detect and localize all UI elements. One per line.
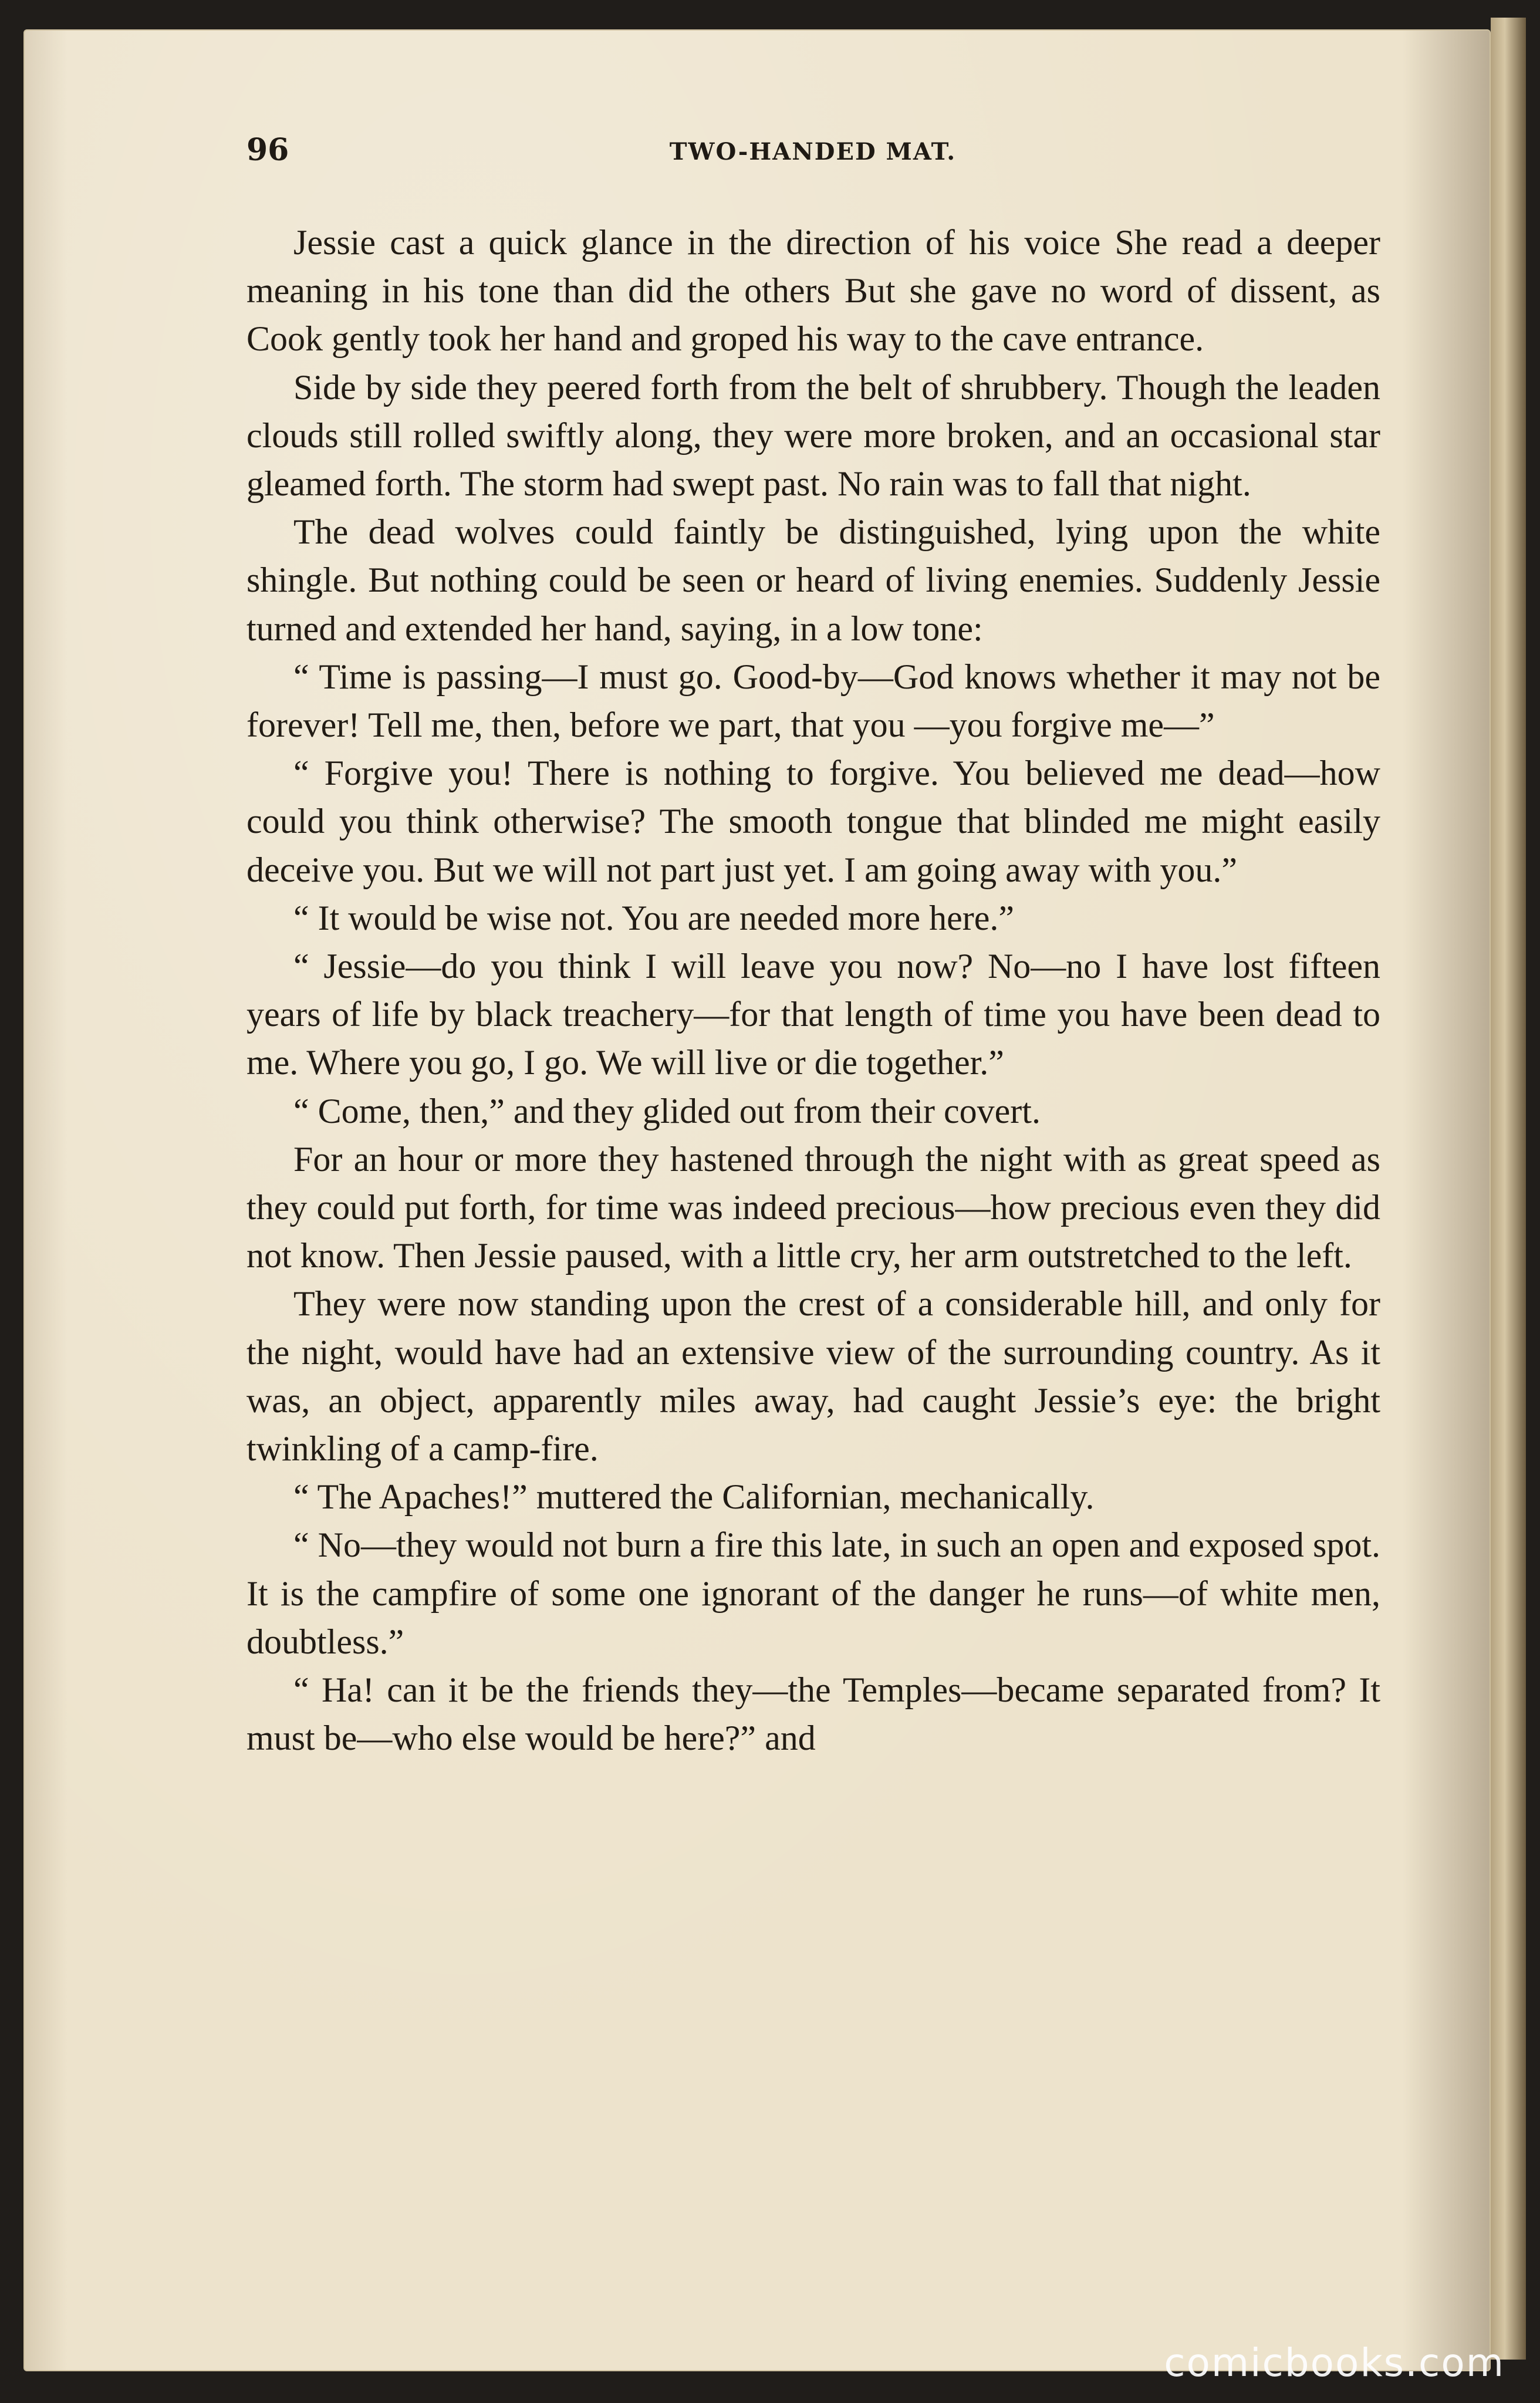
paragraph: “ Forgive you! There is nothing to forgive. You believed me dead—how could you think otherwise? The smooth tongue that blinded me might easily deceive you. But we will not part just yet. I am going away with you.” [246,754,1380,889]
site-watermark: comicbooks.com [1164,2340,1505,2385]
page-edge [1491,18,1526,2360]
paragraph: “ No—they would not burn a fire this late, in such an open and exposed spot. It is the campfire of some one ignorant of the danger he runs—of white men, doubtless.” [246,1526,1380,1661]
paragraph: “ Come, then,” and they glided out from their covert. [293,1091,1041,1130]
paragraph: For an hour or more they hastened through the night with as great speed as they could put forth, for time was indeed precious—how precious even they did not know. Then Jessie paused, with a little cry, her arm outstretched to the left. [246,1139,1380,1275]
body-text [246,218,1380,1763]
paragraph: “ The Apaches!” muttered the Californian, mechanically. [293,1477,1095,1517]
paragraph: “ Time is passing—I must go. Good-by—God knows whether it may not be forever! Tell me, then, before we part, that you —you forgive me—” [246,657,1380,745]
paragraph: “ Jessie—do you think I will leave you now? No—no I have lost fifteen years of life by black treachery—for that length of time you have been dead to me. Where you go, I go. We will live or die together.” [246,947,1380,1082]
paragraph: The dead wolves could faintly be distinguished, lying upon the white shingle. But nothing could be seen or heard of living enemies. Suddenly Jessie turned and extended her hand, saying, in a low tone: [246,512,1380,648]
page-header [246,132,1379,173]
paragraph: Jessie cast a quick glance in the direction of his voice She read a deeper meaning in his tone than did the others But she gave no word of dissent, as Cook gently took her hand and groped his way to the cave entrance. [246,223,1380,359]
page-number: 96 [246,132,289,168]
paragraph: “ Ha! can it be the friends they—the Temples—became separated from? It must be—who else would be here?” and [246,1670,1380,1758]
paragraph: Side by side they peered forth from the belt of shrubbery. Though the leaden clouds still rolled swiftly along, they were more broken, and an occasional star gleamed forth. The storm had swept past. No rain was to fall that night. [246,367,1380,504]
paragraph: They were now standing upon the crest of a considerable hill, and only for the night, would have had an extensive view of the surrounding country. As it was, an object, apparently miles away, had caught Jessie’s eye: the bright twinkling of a camp-fire. [246,1284,1380,1469]
running-head: TWO-HANDED MAT. [669,138,957,166]
paragraph: “ It would be wise not. You are needed more here.” [293,898,1014,937]
